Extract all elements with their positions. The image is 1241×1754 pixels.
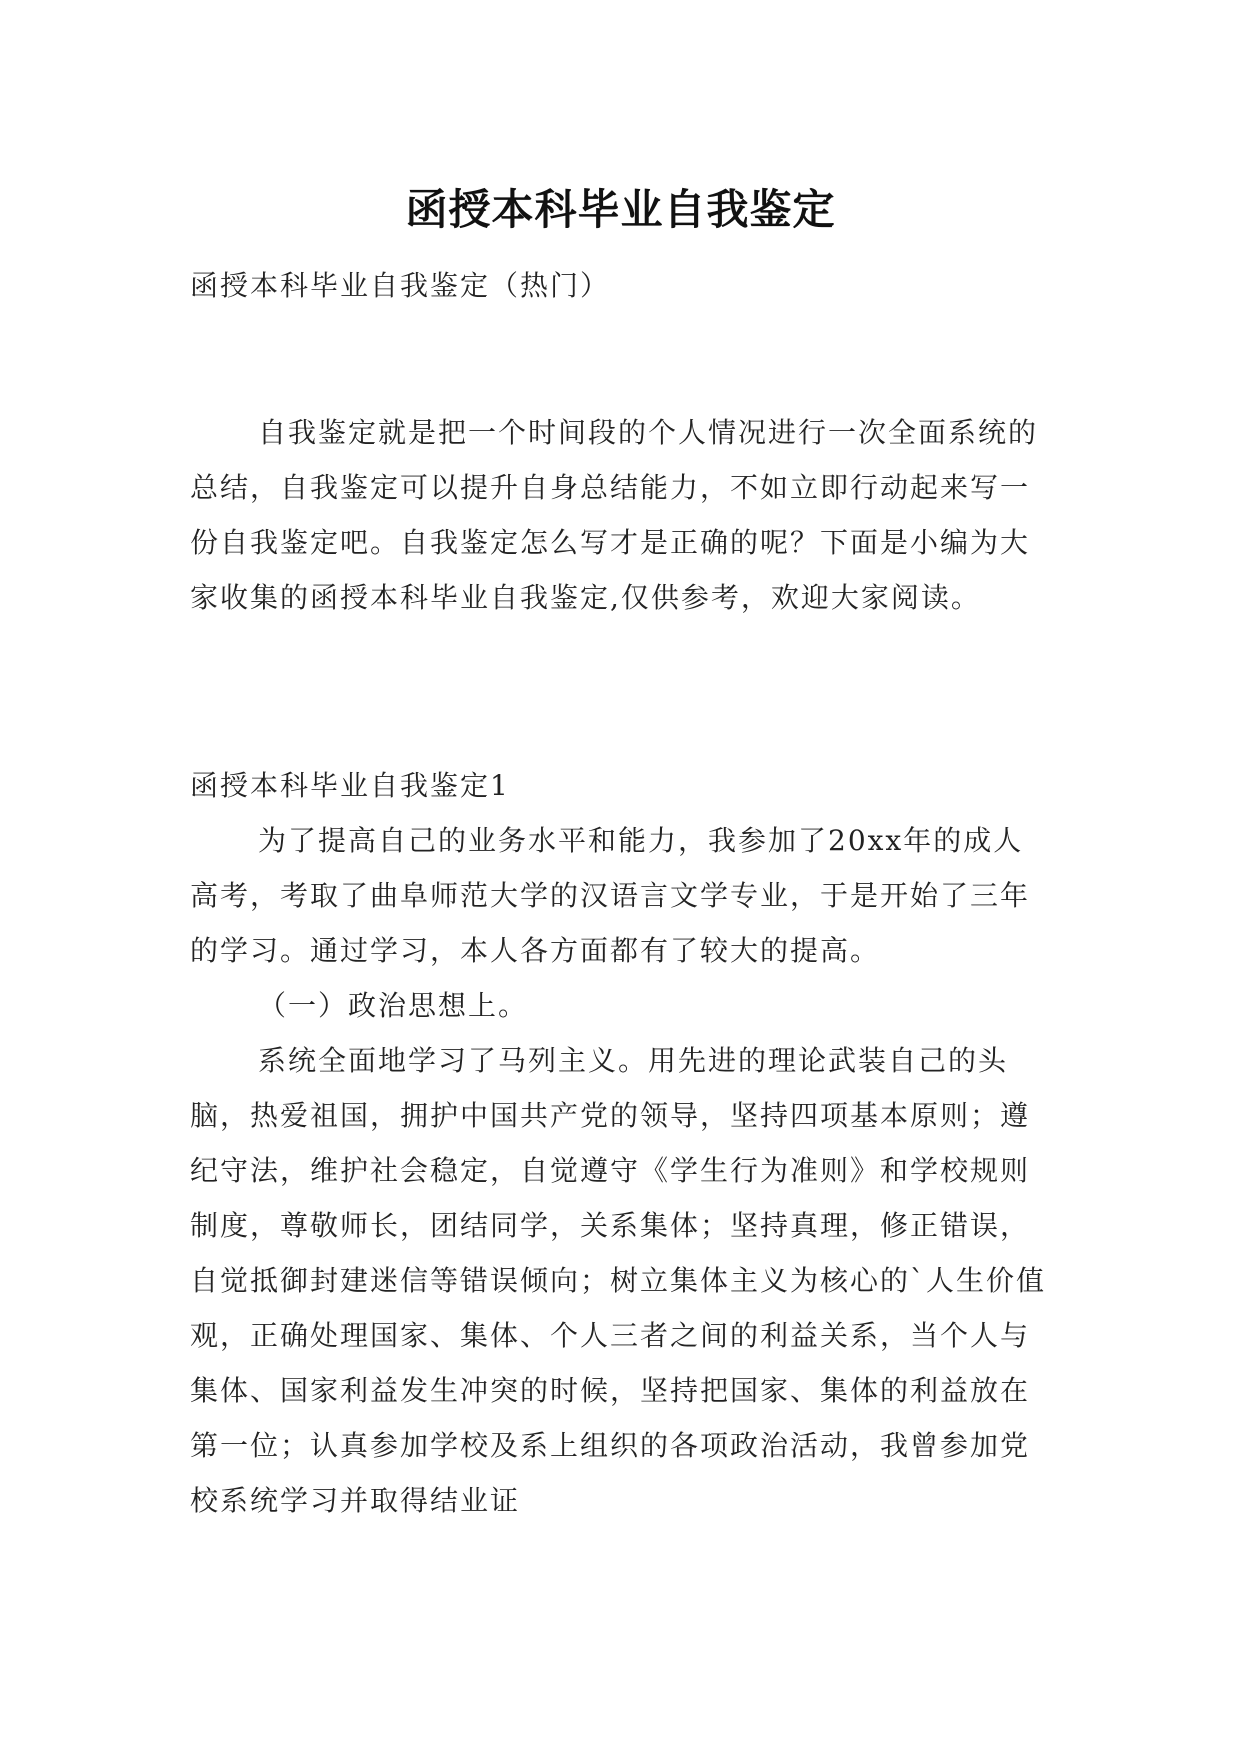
body-paragraph-1: 为了提高自己的业务水平和能力，我参加了20xx年的成人高考，考取了曲阜师范大学的汉语言文学专业，于是开始了三年的学习。通过学习，本人各方面都有了较大的提高。 bbox=[190, 824, 1031, 967]
document-title: 函授本科毕业自我鉴定 bbox=[405, 185, 836, 235]
sub-heading-politics: （一）政治思想上。 bbox=[258, 989, 529, 1022]
document-subtitle: 函授本科毕业自我鉴定（热门） bbox=[190, 269, 611, 302]
intro-paragraph: 自我鉴定就是把一个时间段的个人情况进行一次全面系统的总结，自我鉴定可以提升自身总结能力，不如立即行动起来写一份自我鉴定吧。自我鉴定怎么写才是正确的呢？下面是小编为大家收集的函授本科毕业自我鉴定,仅供参考，欢迎大家阅读。 bbox=[190, 416, 1039, 614]
section-heading: 函授本科毕业自我鉴定1 bbox=[190, 769, 510, 802]
body-paragraph-2: 系统全面地学习了马列主义。用先进的理论武装自己的头脑，热爱祖国，拥护中国共产党的领导，坚持四项基本原则；遵纪守法，维护社会稳定，自觉遵守《学生行为准则》和学校规则制度，尊敬师长，团结同学，关系集体；坚持真理，修正错误，自觉抵御封建迷信等错误倾向；树立集体主义为核心的`人生价值观，正确处理国家、集体、个人三者之间的利益关系，当个人与集体、国家利益发生冲突的时候，坚持把国家、集体的利益放在第一位；认真参加学校及系上组织的各项政治活动，我曾参加党校系统学习并取得结业证 bbox=[190, 1044, 1047, 1517]
